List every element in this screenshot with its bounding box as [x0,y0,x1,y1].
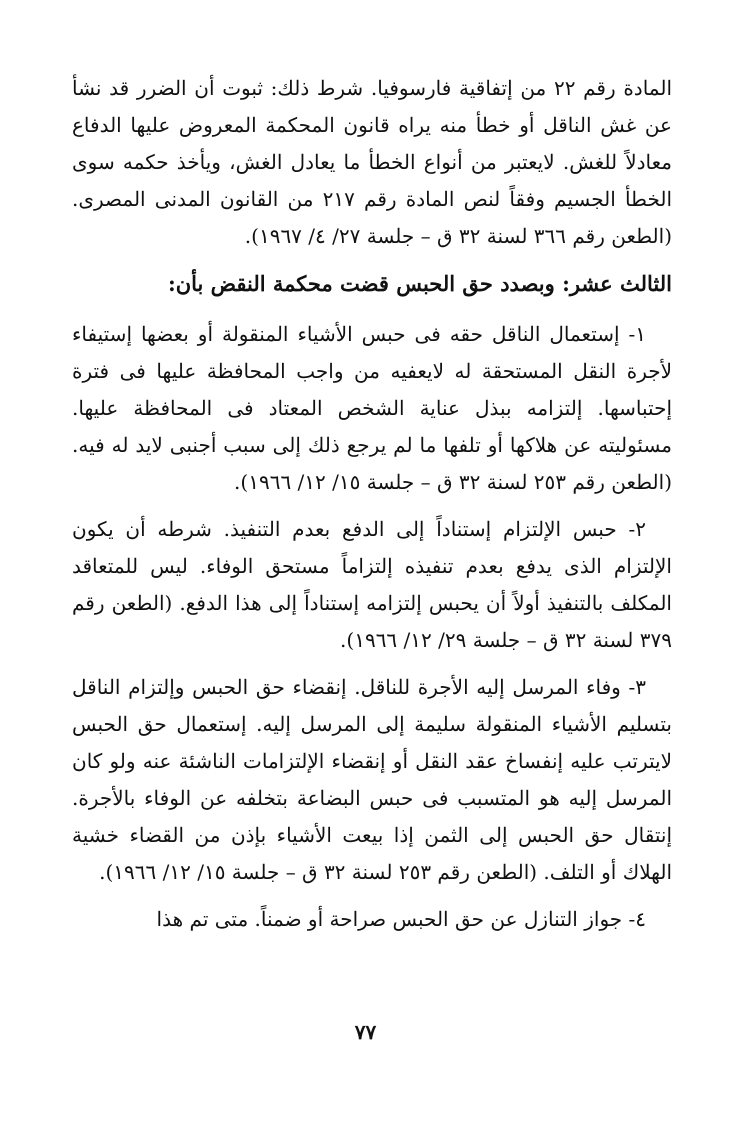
ruling-item-4: ٤- جواز التنازل عن حق الحبس صراحة أو ضمناً. متى تم هذا [156,907,646,931]
ruling-item-1: ١- إستعمال الناقل حقه فى حبس الأشياء المنقولة أو بعضها إستيفاء لأجرة النقل المستحقة له لايعفيه من واجب المحافظة عليها فى فترة إحتباسها. إلتزامه ببذل عناية الشخص المعتاد فى المحافظة عليها. مسئوليته عن هلاكها أو تلفها ما لم يرجع ذلك إلى سبب أجنبى لايد له فيه. (الطعن رقم ٢٥٣ لسنة ٣٢ ق – جلسة ١٥/ ١٢/ ١٩٦٦). [72,322,672,494]
page-number: ٧٧ [354,1020,377,1044]
document-page [72,70,672,948]
ruling-item-3: ٣- وفاء المرسل إليه الأجرة للناقل. إنقضاء حق الحبس وإلتزام الناقل بتسليم الأشياء المنقولة سليمة إلى المرسل إليه. إستعمال حق الحبس لايترتب عليه إنفساخ عقد النقل أو إنقضاء الإلتزامات الناشئة عنه ولو كان المرسل إليه هو المتسبب فى حبس البضاعة بتخلفه عن الوفاء بالأجرة. إنتقال حق الحبس إلى الثمن إذا بيعت الأشياء بإذن من القضاء خشية الهلاك أو التلف. (الطعن رقم ٢٥٣ لسنة ٣٢ ق – جلسة ١٥/ ١٢/ ١٩٦٦). [72,675,673,884]
ruling-item-2: ٢- حبس الإلتزام إستناداً إلى الدفع بعدم التنفيذ. شرطه أن يكون الإلتزام الذى يدفع بعدم تنفيذه إلتزاماً مستحق الوفاء. ليس للمتعاقد المكلف بالتنفيذ أولاً أن يحبس إلتزامه إستناداً إلى هذا الدفع. (الطعن رقم ٣٧٩ لسنة ٣٢ ق – جلسة ٢٩/ ١٢/ ١٩٦٦). [72,517,672,652]
opening-paragraph: المادة رقم ٢٢ من إتفاقية فارسوفيا. شرط ذلك: ثبوت أن الضرر قد نشأ عن غش الناقل أو خطأ منه يراه قانون المحكمة المعروض عليها الدفاع معادلاً للغش. لايعتبر من أنواع الخطأ ما يعادل الغش، ويأخذ حكمه سوى الخطأ الجسيم وفقاً لنص المادة رقم ٢١٧ من القانون المدنى المصرى. (الطعن رقم ٣٦٦ لسنة ٣٢ ق – جلسة ٢٧/ ٤/ ١٩٦٧). [72,76,673,248]
section-heading: الثالث عشر: وبصدد حق الحبس قضت محكمة النقض بأن: [167,271,672,296]
